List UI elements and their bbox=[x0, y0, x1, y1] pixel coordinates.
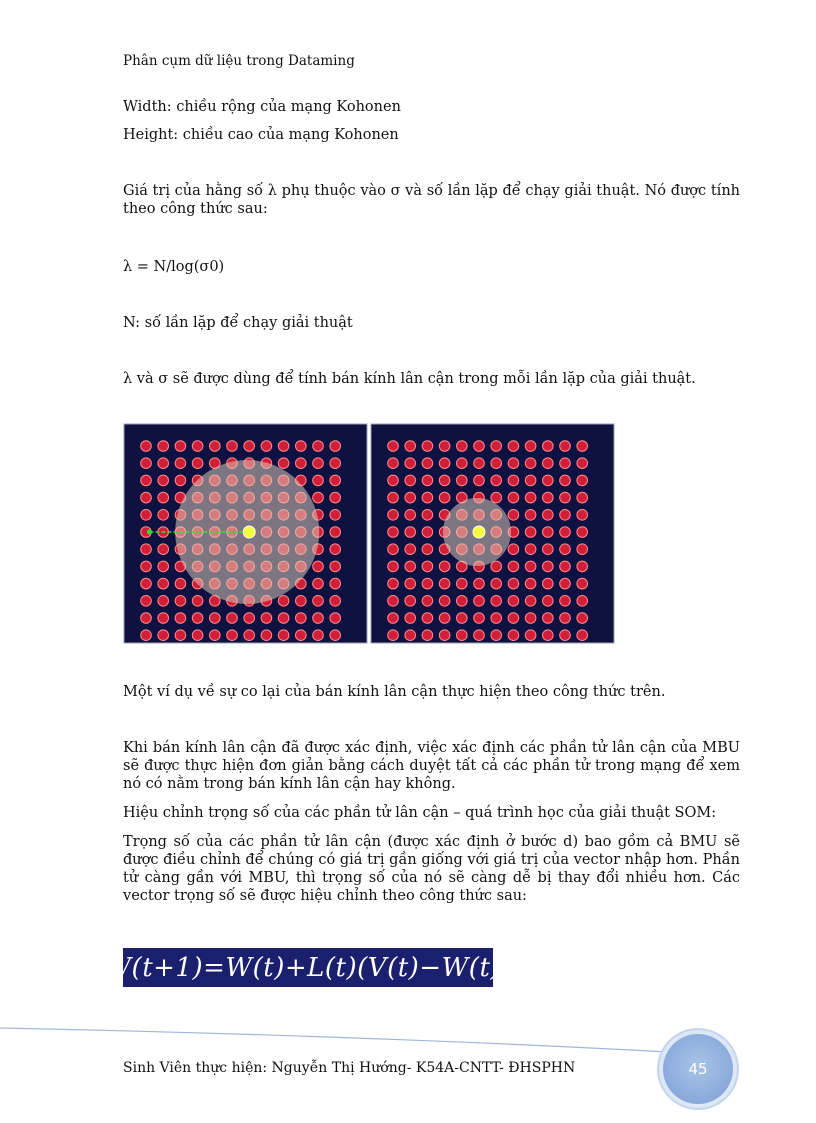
grid-node bbox=[491, 475, 502, 486]
n-definition: N: số lần lặp để chạy giải thuật bbox=[123, 315, 353, 331]
grid-node bbox=[405, 613, 416, 624]
grid-node bbox=[560, 475, 571, 486]
grid-node bbox=[175, 475, 186, 486]
grid-node bbox=[439, 630, 450, 641]
grid-node bbox=[560, 441, 571, 452]
grid-node bbox=[508, 596, 519, 607]
page-number-badge bbox=[663, 1034, 733, 1104]
grid-node bbox=[422, 544, 433, 555]
grid-node bbox=[525, 578, 536, 589]
grid-node bbox=[330, 492, 341, 503]
grid-node bbox=[388, 510, 399, 521]
grid-node bbox=[192, 441, 203, 452]
grid-node bbox=[313, 561, 324, 572]
weight-update-formula bbox=[104, 948, 512, 987]
grid-node bbox=[560, 630, 571, 641]
grid-node bbox=[508, 561, 519, 572]
grid-node bbox=[388, 492, 399, 503]
grid-node bbox=[330, 596, 341, 607]
grid-node bbox=[405, 561, 416, 572]
grid-node bbox=[543, 596, 554, 607]
grid-node bbox=[313, 578, 324, 589]
grid-node bbox=[175, 630, 186, 641]
grid-node bbox=[525, 458, 536, 469]
grid-node bbox=[175, 596, 186, 607]
grid-node bbox=[141, 578, 152, 589]
grid-node bbox=[543, 630, 554, 641]
weight-adjust-heading: Hiệu chỉnh trọng số của các phần tử lân cận – quá trình học của giải thuật SOM: bbox=[123, 805, 717, 821]
neighbor-detection-paragraph: Khi bán kính lân cận đã được xác định, việc xác định các phần tử lân cận của MBU sẽ được thực hiện đơn giản bằng cách duyệt tất cả các phần tử trong mạng để xem nó có nằm trong bán kính lân cận hay không. bbox=[123, 740, 740, 792]
grid-node bbox=[577, 441, 588, 452]
grid-node bbox=[474, 441, 485, 452]
figure-caption: Một ví dụ về sự co lại của bán kính lân cận thực hiện theo công thức trên. bbox=[123, 684, 666, 700]
grid-node bbox=[313, 475, 324, 486]
grid-node bbox=[543, 578, 554, 589]
weight-adjust-paragraph: Trọng số của các phần tử lân cận (được xác định ở bước d) bao gồm cả BMU sẽ được điều chỉnh để chúng có giá trị gần giống với giá trị của vector nhập hơn. Phần tử càng gần với MBU, thì trọng số của nó sẽ càng dễ bị thay đổi nhiều hơn. Các vector trọng số sẽ được hiệu chỉnh theo công thức sau: bbox=[123, 834, 740, 904]
grid-node bbox=[141, 544, 152, 555]
grid-node bbox=[525, 510, 536, 521]
grid-node bbox=[405, 510, 416, 521]
grid-node bbox=[261, 441, 272, 452]
grid-node bbox=[577, 578, 588, 589]
bmu-highlight bbox=[243, 526, 255, 538]
grid-node bbox=[158, 596, 169, 607]
grid-node bbox=[313, 458, 324, 469]
grid-node bbox=[158, 492, 169, 503]
grid-node bbox=[175, 458, 186, 469]
grid-node bbox=[508, 578, 519, 589]
grid-node bbox=[330, 458, 341, 469]
grid-node bbox=[422, 475, 433, 486]
grid-node bbox=[141, 596, 152, 607]
grid-node bbox=[330, 441, 341, 452]
definition-width: Width: chiều rộng của mạng Kohonen bbox=[123, 99, 401, 115]
grid-node bbox=[192, 613, 203, 624]
grid-node bbox=[158, 441, 169, 452]
grid-node bbox=[313, 492, 324, 503]
grid-node bbox=[313, 630, 324, 641]
grid-node bbox=[508, 441, 519, 452]
grid-node bbox=[439, 578, 450, 589]
grid-node bbox=[405, 544, 416, 555]
grid-node bbox=[560, 492, 571, 503]
grid-node bbox=[227, 630, 238, 641]
grid-node bbox=[158, 475, 169, 486]
grid-node bbox=[508, 630, 519, 641]
grid-node bbox=[405, 578, 416, 589]
grid-node bbox=[525, 492, 536, 503]
grid-node bbox=[577, 596, 588, 607]
grid-node bbox=[296, 596, 307, 607]
grid-node bbox=[405, 441, 416, 452]
grid-node bbox=[175, 441, 186, 452]
grid-node bbox=[227, 441, 238, 452]
grid-node bbox=[543, 613, 554, 624]
grid-node bbox=[525, 544, 536, 555]
grid-node bbox=[543, 475, 554, 486]
grid-node bbox=[560, 527, 571, 538]
grid-node bbox=[577, 544, 588, 555]
grid-node bbox=[422, 441, 433, 452]
grid-node bbox=[422, 458, 433, 469]
grid-node bbox=[422, 561, 433, 572]
grid-node bbox=[158, 630, 169, 641]
grid-node bbox=[261, 630, 272, 641]
grid-node bbox=[577, 475, 588, 486]
grid-node bbox=[330, 475, 341, 486]
grid-node bbox=[508, 544, 519, 555]
grid-node bbox=[405, 630, 416, 641]
weight-update-formula-text: W(t+1)=W(t)+L(t)(V(t)−W(t)) bbox=[104, 952, 512, 983]
som-neighborhood-figure bbox=[123, 423, 615, 644]
grid-node bbox=[525, 630, 536, 641]
grid-node bbox=[141, 441, 152, 452]
grid-node bbox=[422, 527, 433, 538]
grid-node bbox=[405, 527, 416, 538]
grid-node bbox=[388, 458, 399, 469]
grid-node bbox=[577, 561, 588, 572]
grid-node bbox=[330, 544, 341, 555]
grid-node bbox=[388, 441, 399, 452]
grid-node bbox=[560, 613, 571, 624]
grid-node bbox=[296, 441, 307, 452]
grid-node bbox=[474, 458, 485, 469]
grid-node bbox=[158, 613, 169, 624]
grid-node bbox=[560, 561, 571, 572]
grid-node bbox=[261, 613, 272, 624]
grid-node bbox=[491, 458, 502, 469]
grid-node bbox=[457, 613, 468, 624]
grid-node bbox=[388, 475, 399, 486]
grid-node bbox=[388, 527, 399, 538]
grid-node bbox=[508, 613, 519, 624]
grid-node bbox=[508, 458, 519, 469]
grid-node bbox=[278, 613, 289, 624]
grid-node bbox=[313, 441, 324, 452]
grid-node bbox=[296, 458, 307, 469]
grid-node bbox=[474, 475, 485, 486]
grid-node bbox=[560, 596, 571, 607]
grid-node bbox=[525, 527, 536, 538]
grid-node bbox=[577, 613, 588, 624]
definition-height: Height: chiều cao của mạng Kohonen bbox=[123, 127, 399, 143]
grid-node bbox=[158, 544, 169, 555]
grid-node bbox=[474, 578, 485, 589]
grid-node bbox=[491, 561, 502, 572]
grid-node bbox=[474, 596, 485, 607]
lambda-formula: λ = N/log(σ0) bbox=[123, 259, 225, 275]
grid-node bbox=[244, 613, 255, 624]
grid-node bbox=[508, 475, 519, 486]
grid-node bbox=[388, 561, 399, 572]
grid-node bbox=[491, 613, 502, 624]
grid-node bbox=[141, 630, 152, 641]
grid-node bbox=[457, 578, 468, 589]
grid-node bbox=[244, 441, 255, 452]
grid-node bbox=[141, 492, 152, 503]
grid-node bbox=[491, 441, 502, 452]
grid-node bbox=[388, 544, 399, 555]
grid-node bbox=[543, 527, 554, 538]
grid-node bbox=[175, 578, 186, 589]
grid-node bbox=[388, 596, 399, 607]
grid-node bbox=[525, 441, 536, 452]
grid-node bbox=[457, 630, 468, 641]
grid-node bbox=[577, 527, 588, 538]
grid-node bbox=[330, 561, 341, 572]
grid-node bbox=[330, 510, 341, 521]
grid-node bbox=[227, 613, 238, 624]
grid-node bbox=[422, 492, 433, 503]
grid-node bbox=[330, 613, 341, 624]
grid-node bbox=[313, 613, 324, 624]
grid-node bbox=[141, 561, 152, 572]
grid-node bbox=[474, 630, 485, 641]
bmu-highlight bbox=[473, 526, 485, 538]
grid-node bbox=[422, 596, 433, 607]
grid-node bbox=[508, 492, 519, 503]
grid-node bbox=[457, 596, 468, 607]
grid-node bbox=[457, 458, 468, 469]
grid-node bbox=[491, 492, 502, 503]
grid-node bbox=[439, 613, 450, 624]
som-grids-illustration bbox=[123, 423, 615, 644]
grid-node bbox=[474, 613, 485, 624]
grid-node bbox=[330, 578, 341, 589]
grid-node bbox=[141, 613, 152, 624]
grid-node bbox=[560, 544, 571, 555]
grid-node bbox=[141, 475, 152, 486]
grid-node bbox=[508, 510, 519, 521]
grid-node bbox=[543, 561, 554, 572]
grid-node bbox=[560, 510, 571, 521]
lambda-intro-paragraph: Giá trị của hằng số λ phụ thuộc vào σ và số lần lặp để chạy giải thuật. Nó được tính theo công thức sau: bbox=[123, 183, 740, 217]
grid-node bbox=[491, 578, 502, 589]
grid-node bbox=[543, 492, 554, 503]
grid-node bbox=[158, 458, 169, 469]
grid-node bbox=[457, 441, 468, 452]
grid-node bbox=[439, 492, 450, 503]
grid-node bbox=[388, 613, 399, 624]
grid-node bbox=[491, 596, 502, 607]
lambda-sigma-usage: λ và σ sẽ được dùng để tính bán kính lân cận trong mỗi lần lặp của giải thuật. bbox=[123, 371, 696, 387]
grid-node bbox=[158, 510, 169, 521]
grid-node bbox=[560, 578, 571, 589]
grid-node bbox=[158, 578, 169, 589]
grid-node bbox=[330, 527, 341, 538]
grid-node bbox=[192, 458, 203, 469]
grid-node bbox=[278, 630, 289, 641]
grid-node bbox=[296, 613, 307, 624]
grid-node bbox=[244, 630, 255, 641]
grid-node bbox=[210, 441, 221, 452]
grid-node bbox=[296, 630, 307, 641]
grid-node bbox=[543, 441, 554, 452]
grid-node bbox=[278, 596, 289, 607]
grid-node bbox=[577, 510, 588, 521]
grid-node bbox=[141, 510, 152, 521]
grid-node bbox=[439, 441, 450, 452]
grid-node bbox=[405, 492, 416, 503]
grid-node bbox=[577, 492, 588, 503]
radius-vector-start bbox=[147, 530, 152, 535]
grid-node bbox=[457, 475, 468, 486]
grid-node bbox=[491, 630, 502, 641]
grid-node bbox=[439, 475, 450, 486]
grid-node bbox=[525, 613, 536, 624]
grid-node bbox=[192, 596, 203, 607]
grid-node bbox=[422, 630, 433, 641]
grid-node bbox=[422, 613, 433, 624]
grid-node bbox=[405, 475, 416, 486]
grid-node bbox=[388, 630, 399, 641]
grid-node bbox=[330, 630, 341, 641]
grid-node bbox=[439, 596, 450, 607]
grid-node bbox=[405, 458, 416, 469]
grid-node bbox=[525, 561, 536, 572]
grid-node bbox=[422, 578, 433, 589]
grid-node bbox=[560, 458, 571, 469]
page-header: Phân cụm dữ liệu trong Dataming bbox=[123, 53, 355, 69]
grid-node bbox=[543, 458, 554, 469]
grid-node bbox=[278, 458, 289, 469]
grid-node bbox=[192, 630, 203, 641]
grid-node bbox=[525, 475, 536, 486]
grid-node bbox=[313, 596, 324, 607]
grid-node bbox=[158, 561, 169, 572]
grid-node bbox=[175, 613, 186, 624]
grid-node bbox=[439, 561, 450, 572]
grid-node bbox=[141, 458, 152, 469]
grid-node bbox=[405, 596, 416, 607]
grid-node bbox=[577, 630, 588, 641]
grid-node bbox=[388, 578, 399, 589]
grid-node bbox=[543, 544, 554, 555]
grid-node bbox=[525, 596, 536, 607]
grid-node bbox=[278, 441, 289, 452]
page-number: 45 bbox=[688, 1060, 708, 1078]
grid-node bbox=[543, 510, 554, 521]
grid-node bbox=[210, 613, 221, 624]
grid-node bbox=[439, 458, 450, 469]
grid-node bbox=[422, 510, 433, 521]
footer-author: Sinh Viên thực hiện: Nguyễn Thị Hướng- K54A-CNTT- ĐHSPHN bbox=[123, 1060, 576, 1076]
grid-node bbox=[210, 630, 221, 641]
grid-node bbox=[577, 458, 588, 469]
